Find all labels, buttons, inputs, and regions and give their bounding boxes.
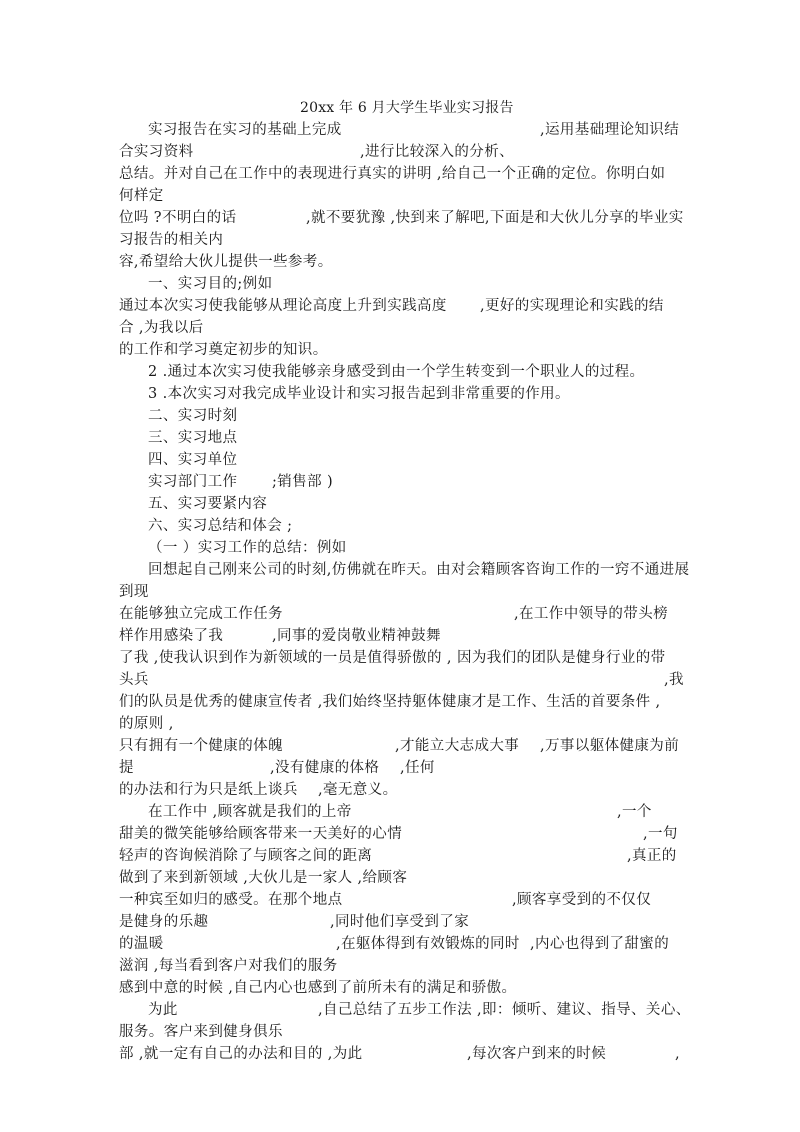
- text-line-29-part-3: ,万事以躯体健康为前: [540, 738, 680, 754]
- text-line-8-part-1: 一、实习目的;例如: [148, 276, 273, 292]
- text-line-30-part-1: 提: [119, 760, 134, 776]
- text-line-30-part-2: ,没有健康的体格: [270, 760, 380, 776]
- text-line-17-part-1: 实习部门工作: [148, 474, 238, 490]
- text-line-36-part-1: 一种宾至如归的感受。在那个地点: [119, 892, 343, 908]
- text-line-28-part-1: 的原则 ,: [119, 716, 174, 732]
- document-title: 20xx 年 6 月大学生毕业实习报告: [300, 100, 514, 116]
- text-line-43-part-3: ,: [675, 1046, 681, 1062]
- text-line-24-part-1: 样作用感染了我: [119, 628, 224, 644]
- text-line-2-part-1: 合实习资料: [119, 144, 194, 160]
- text-line-37-part-1: 是健身的乐趣: [119, 914, 209, 930]
- text-line-19-part-1: 六、实习总结和体会 ;: [148, 518, 293, 534]
- text-line-10-part-1: 合 ,为我以后: [119, 320, 204, 336]
- text-line-3-part-1: 总结。并对自己在工作中的表现进行真实的讲明 ,给自己一个正确的定位。你明白如: [119, 166, 666, 182]
- text-line-26-part-2: ,我: [664, 672, 684, 688]
- text-line-20-part-1: （一 ）实习工作的总结：例如: [148, 540, 347, 556]
- text-line-29-part-1: 只有拥有一个健康的体魄: [119, 738, 283, 754]
- text-line-21-part-1: 回想起自己刚来公司的时刻,仿佛就在昨天。由对会籍顾客咨询工作的一窍不通进展: [148, 562, 690, 578]
- text-line-43-part-2: ,每次客户到来的时候: [467, 1046, 607, 1062]
- text-line-7-part-1: 容,希望给大伙儿提供一些参考。: [119, 254, 333, 270]
- text-line-41-part-2: ,自己总结了五步工作法 ,即：倾听、建议、指导、关心、: [318, 1002, 691, 1018]
- text-line-15-part-1: 三、实习地点: [148, 430, 238, 446]
- text-line-38-part-3: ,内心也得到了甜蜜的: [530, 936, 670, 952]
- text-line-18-part-1: 五、实习要紧内容: [148, 496, 268, 512]
- text-line-23-part-2: ,在工作中领导的带头榜: [514, 606, 669, 622]
- text-line-11-part-1: 的工作和学习奠定初步的知识。: [119, 342, 328, 358]
- text-line-6-part-1: 习报告的相关内: [119, 232, 224, 248]
- text-line-2-part-2: ,进行比较深入的分析、: [360, 144, 515, 160]
- text-line-31-part-2: ,毫无意义。: [318, 782, 398, 798]
- text-line-26-part-1: 头兵: [119, 672, 149, 688]
- text-line-35-part-1: 做到了来到新领域 ,大伙儿是一家人 ,给顾客: [119, 870, 408, 886]
- text-line-36-part-2: ,顾客享受到的不仅仅: [512, 892, 652, 908]
- text-line-9-part-2: ,更好的实现理论和实践的结: [480, 298, 664, 314]
- text-line-30-part-3: ,任何: [400, 760, 435, 776]
- text-line-23-part-1: 在能够独立完成工作任务: [119, 606, 283, 622]
- text-line-17-part-2: ;销售部 ): [272, 474, 334, 490]
- text-line-1-part-1: 实习报告在实习的基础上完成: [148, 122, 342, 138]
- text-line-4-part-1: 何样定: [119, 188, 164, 204]
- text-line-38-part-2: ,在躯体得到有效锻炼的同时: [336, 936, 520, 952]
- text-line-33-part-1: 甜美的微笑能够给顾客带来一天美好的心情: [119, 826, 403, 842]
- text-line-32-part-1: 在工作中 ,顾客就是我们的上帝: [148, 804, 352, 820]
- text-line-27-part-1: 们的队员是优秀的健康宣传者 ,我们始终坚持躯体健康才是工作、生活的首要条件 ,: [119, 694, 661, 710]
- text-line-5-part-1: 位吗 ?不明白的话: [119, 210, 237, 226]
- text-line-13-part-1: 3 .本次实习对我完成毕业设计和实习报告起到非常重要的作用。: [148, 386, 570, 402]
- text-line-31-part-1: 的办法和行为只是纸上谈兵: [119, 782, 298, 798]
- text-line-22-part-1: 到现: [119, 584, 149, 600]
- text-line-12-part-1: 2 .通过本次实习使我能够亲身感受到由一个学生转变到一个职业人的过程。: [148, 364, 645, 380]
- text-line-39-part-1: 滋润 ,每当看到客户对我们的服务: [119, 958, 338, 974]
- text-line-43-part-1: 部 ,就一定有自己的办法和目的 ,为此: [119, 1046, 363, 1062]
- text-line-37-part-2: ,同时他们享受到了家: [330, 914, 470, 930]
- text-line-1-part-2: ,运用基础理论知识结: [540, 122, 680, 138]
- text-line-34-part-2: ,真正的: [627, 848, 677, 864]
- text-line-38-part-1: 的温暖: [119, 936, 164, 952]
- text-line-29-part-2: ,才能立大志成大事: [395, 738, 520, 754]
- text-line-5-part-2: ,就不要犹豫 ,快到来了解吧,下面是和大伙儿分享的毕业实: [306, 210, 684, 226]
- text-line-33-part-2: ,一句: [643, 826, 678, 842]
- text-line-9-part-1: 通过本次实习使我能够从理论高度上升到实践高度: [119, 298, 447, 314]
- text-line-16-part-1: 四、实习单位: [148, 452, 238, 468]
- text-line-25-part-1: 了我 ,使我认识到作为新领域的一员是值得骄傲的 , 因为我们的团队是健身行业的带: [119, 650, 666, 666]
- text-line-34-part-1: 轻声的咨询候消除了与顾客之间的距离: [119, 848, 373, 864]
- text-line-14-part-1: 二、实习时刻: [148, 408, 238, 424]
- text-line-41-part-1: 为此: [148, 1002, 178, 1018]
- text-line-32-part-2: ,一个: [617, 804, 652, 820]
- text-line-42-part-1: 服务。客户来到健身俱乐: [119, 1024, 283, 1040]
- text-line-40-part-1: 感到中意的时候 ,自己内心也感到了前所未有的满足和骄傲。: [119, 980, 517, 996]
- text-line-24-part-2: ,同事的爱岗敬业精神鼓舞: [272, 628, 441, 644]
